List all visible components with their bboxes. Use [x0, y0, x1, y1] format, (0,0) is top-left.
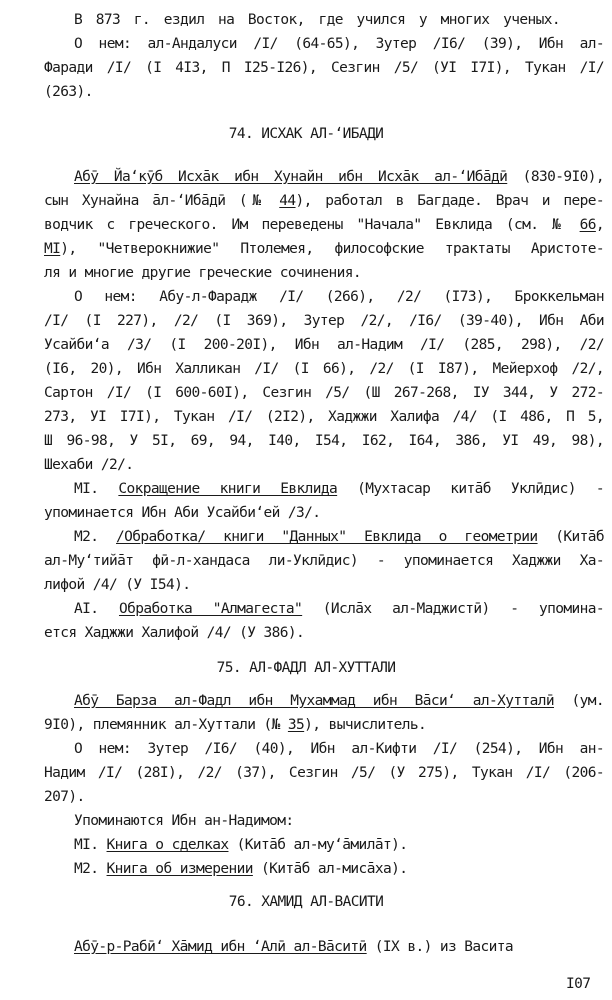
text-line: Абӯ Барза ал-Фадл ибн Мухаммад ибн Вāсиʻ ал-Хутталӣ (ум. [74, 693, 604, 709]
work-title: Сокращение книги Евклида [118, 481, 338, 497]
text-line: МI), "Четверокнижие" Птолемея, философские трактаты Аристоте- [44, 241, 604, 257]
cross-reference: 66 [579, 217, 596, 233]
work-title: Обработка "Алмагеста" [118, 601, 303, 617]
text-line: MI. Сокращение книги Евклида (Мухтасар китāб Уклӣдис) - [74, 481, 604, 497]
text-line: (263). [44, 84, 93, 100]
section-heading-74: 74. ИСХАК АЛ-ʻИБАДИ [228, 126, 384, 142]
work-title: /Обработка/ книги "Данных" Евклида о геометрии [116, 529, 538, 545]
name-underlined: Абӯ-р-Рабӣʻ Хāмид ибн ʻАлӣ ал-Вāситӣ [74, 939, 367, 955]
work-title: Книга об измерении [106, 861, 253, 877]
name-underlined: Абӯ Йаʻкӯб Исхāк ибн Хунайн ибн Исхāк ал-ʻИбāдӣ [74, 169, 508, 185]
text-line: Упоминаются Ибн ан-Надимом: [74, 813, 294, 829]
text-line: ал-Муʻтийāт фӣ-л-хандаса ли-Уклӣдис) - упоминается Хаджжи Ха- [44, 553, 604, 569]
text-line: M2. /Обработка/ книги "Данных" Евклида о геометрии (Китāб [74, 529, 604, 545]
text-line: водчик с греческого. Им переведены "Начала" Евклида (см. № 66, [44, 217, 604, 233]
text-line: сын Хунайна āл-ʻИбāдӣ (№ 44), работал в Багдаде. Врач и пере- [44, 193, 604, 209]
cross-reference: 44 [279, 193, 296, 209]
text-line: Фаради /I/ (I 4I3, П I25-I26), Сезгин /5/ (УI I7I), Тукан /I/ [44, 60, 604, 76]
text-line: Сартон /I/ (I 600-60I), Сезгин /5/ (Ш 267-268, IУ 344, У 272- [44, 385, 604, 401]
text-line: Усайбиʻа /3/ (I 200-20I), Ибн ал-Надим /I/ (285, 298), /2/ [44, 337, 604, 353]
text-line: О нем: ал-Андалуси /I/ (64-65), Зутер /I6/ (39), Ибн ал- [74, 36, 604, 52]
work-title: Книга о сделках [106, 837, 229, 853]
text-line: Надим /I/ (28I), /2/ (37), Сезгин /5/ (У 275), Тукан /I/ (206- [44, 765, 604, 781]
text-line: О нем: Зутер /I6/ (40), Ибн ал-Кифти /I/ (254), Ибн ан- [74, 741, 604, 757]
page-number: I07 [566, 976, 591, 992]
text-line: 273, УI I7I), Тукан /I/ (2I2), Хаджжи Халифа /4/ (I 486, П 5, [44, 409, 604, 425]
text-line: Шехаби /2/. [44, 457, 134, 473]
section-heading-75: 75. АЛ-ФАДЛ АЛ-ХУТТАЛИ [216, 660, 396, 676]
text-line: лифой /4/ (У I54). [44, 577, 191, 593]
text-line: Абӯ-р-Рабӣʻ Хāмид ибн ʻАлӣ ал-Вāситӣ (IX в.) из Васита [74, 939, 514, 955]
cross-reference: 35 [287, 717, 305, 733]
text-line: 207). [44, 789, 85, 805]
text-line: (I6, 20), Ибн Халликан /I/ (I 66), /2/ (I I87), Мейерхоф /2/, [44, 361, 604, 377]
text-line: 9I0), племянник ал-Хуттали (№ 35), вычислитель. [44, 717, 427, 733]
text-line: О нем: Абу-л-Фарадж /I/ (266), /2/ (I73), Броккельман [74, 289, 604, 305]
cross-reference: МI [44, 241, 61, 257]
name-underlined: Абӯ Барза ал-Фадл ибн Мухаммад ибн Вāсиʻ ал-Хутталӣ [74, 693, 554, 709]
text-line: /I/ (I 227), /2/ (I 369), Зутер /2/, /I6/ (39-40), Ибн Аби [44, 313, 604, 329]
text-line: ля и многие другие греческие сочинения. [44, 265, 362, 281]
text-line: ется Хаджжи Халифой /4/ (У 386). [44, 625, 305, 641]
text-line: Ш 96-98, У 5I, 69, 94, I40, I54, I62, I64, 386, УI 49, 98), [44, 433, 604, 449]
text-line: MI. Книга о сделках (Китāб ал-муʻāмилāт). [74, 837, 408, 853]
text-line: AI. Обработка "Алмагеста" (Ислāх ал-Маджистӣ) - упомина- [74, 601, 604, 617]
text-line: Абӯ Йаʻкӯб Исхāк ибн Хунайн ибн Исхāк ал-ʻИбāдӣ (830-9I0), [74, 169, 604, 185]
text-line: M2. Книга об измерении (Китāб ал-мисāха). [74, 861, 408, 877]
text-line: В 873 г. ездил на Восток, где учился у многих ученых. [74, 12, 560, 28]
section-heading-76: 76. ХАМИД АЛ-ВАСИТИ [228, 894, 384, 910]
text-line: упоминается Ибн Аби Усайбиʻей /3/. [44, 505, 321, 521]
